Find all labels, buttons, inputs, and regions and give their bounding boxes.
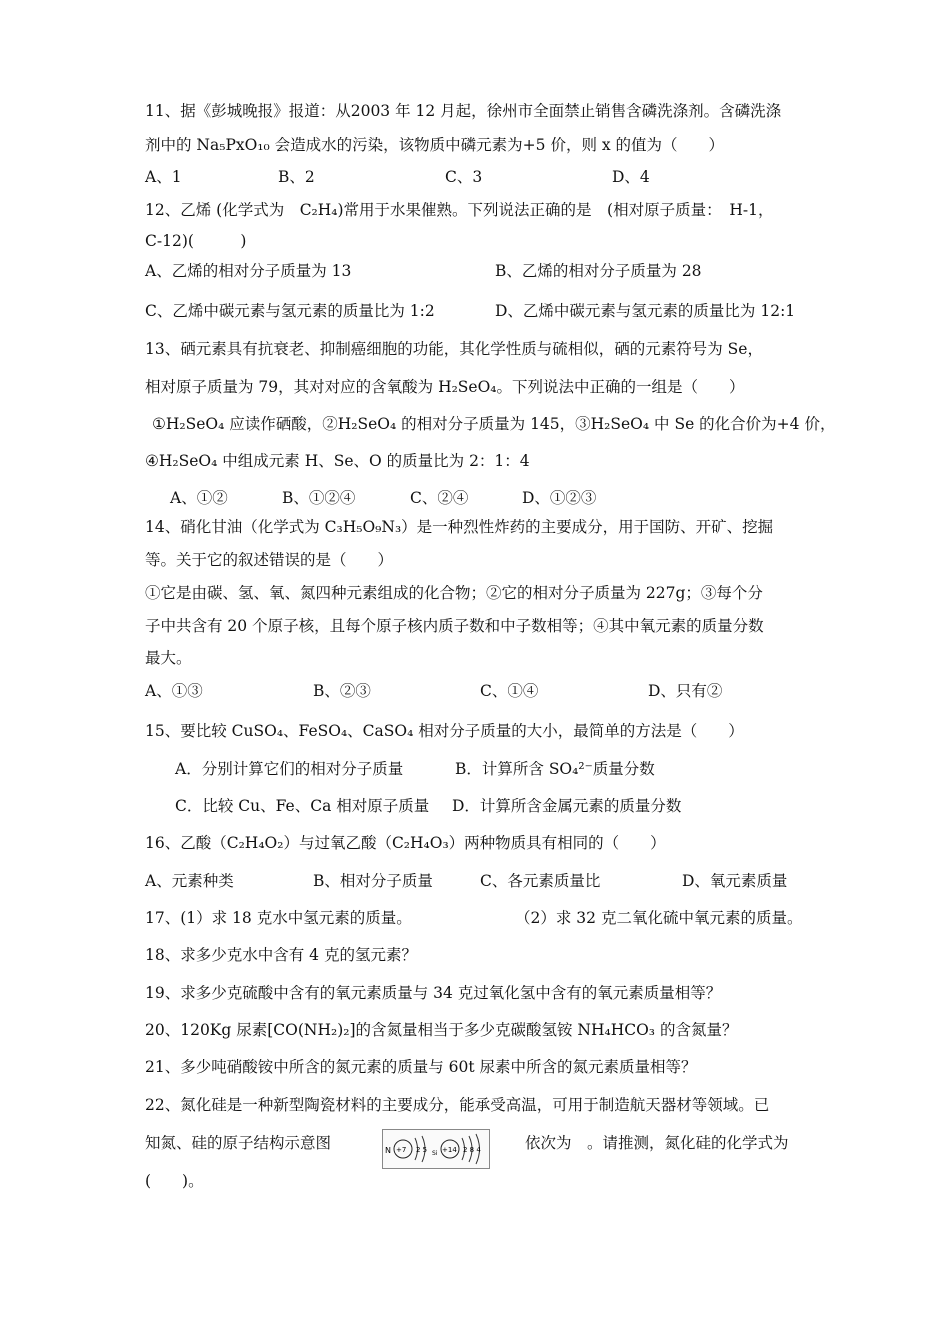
q14-line1: 14、硝化甘油（化学式为 C₃H₅O₉N₃）是一种烈性炸药的主要成分，用于国防、开矿、挖掘: [145, 518, 774, 536]
q13-line4: ④H₂SeO₄ 中组成元素 H、Se、O 的质量比为 2：1：4: [145, 452, 530, 470]
q13-line3: ①H₂SeO₄ 应读作硒酸，②H₂SeO₄ 的相对分子质量为 145，③H₂SeO₄ 中 Se 的化合价为+4 价，: [152, 415, 836, 433]
n-shell-electrons: 2 5: [416, 1146, 428, 1154]
n-nucleus-charge: +7: [396, 1146, 407, 1154]
atom-diagram-svg: [383, 1130, 489, 1168]
q21-line: 21、多少吨硝酸铵中所含的氮元素的质量与 60t 尿素中所含的氮元素质量相等？: [145, 1058, 697, 1076]
si-shell-electrons: 2 8 4: [463, 1146, 481, 1154]
q14-line3: ①它是由碳、氢、氧、氮四种元素组成的化合物；②它的相对分子质量为 227g；③每个分: [145, 584, 763, 602]
q12-option-b: B、乙烯的相对分子质量为 28: [495, 262, 702, 280]
q22-line2a: 知氮、硅的原子结构示意图: [145, 1134, 332, 1152]
q14-line5: 最大。: [145, 649, 192, 667]
q15-option-c: C．比较 Cu、Fe、Ca 相对原子质量: [175, 797, 430, 815]
q18-line: 18、求多少克水中含有 4 克的氢元素？: [145, 946, 417, 964]
q14-option-a: A、①③: [145, 682, 203, 700]
n-label: N: [385, 1146, 391, 1155]
q11-line1: 11、据《彭城晚报》报道：从2003 年 12 月起，徐州市全面禁止销售含磷洗涤剂。含磷洗涤: [145, 102, 782, 120]
q11-line2: 剂中的 Na₅PxO₁₀ 会造成水的污染，该物质中磷元素为+5 价，则 x 的值为（ ）: [145, 136, 725, 154]
q16-line1: 16、乙酸（C₂H₄O₂）与过氧乙酸（C₂H₄O₃）两种物质具有相同的（ ）: [145, 834, 666, 852]
q16-option-a: A、元素种类: [145, 872, 234, 890]
q13-line1: 13、硒元素具有抗衰老、抑制癌细胞的功能，其化学性质与硫相似，硒的元素符号为 Se，: [145, 340, 763, 358]
q20-line: 20、120Kg 尿素[CO(NH₂)₂]的含氮量相当于多少克碳酸氢铵 NH₄HCO₃ 的含氮量？: [145, 1021, 738, 1039]
q11-option-b: B、2: [278, 168, 315, 186]
q15-option-a: A．分别计算它们的相对分子质量: [175, 760, 404, 778]
q14-line4: 子中共含有 20 个原子核，且每个原子核内质子数和中子数相等；④其中氧元素的质量分数: [145, 617, 764, 635]
q16-option-c: C、各元素质量比: [480, 872, 601, 890]
q15-line1: 15、要比较 CuSO₄、FeSO₄、CaSO₄ 相对分子质量的大小，最简单的方法是（ ）: [145, 722, 744, 740]
q11-option-a: A、1: [145, 168, 182, 186]
q14-option-d: D、只有②: [648, 682, 723, 700]
q13-line2: 相对原子质量为 79，其对对应的含氧酸为 H₂SeO₄。下列说法中正确的一组是（ ）: [145, 378, 745, 396]
q17-part2: （2）求 32 克二氧化硫中氧元素的质量。: [515, 909, 803, 927]
q13-option-c: C、②④: [410, 489, 469, 507]
q12-option-a: A、乙烯的相对分子质量为 13: [145, 262, 352, 280]
q12-option-c: C、乙烯中碳元素与氢元素的质量比为 1:2: [145, 302, 435, 320]
q13-option-b: B、①②④: [282, 489, 356, 507]
atomic-structure-diagram: [382, 1129, 490, 1169]
q12-option-d: D、乙烯中碳元素与氢元素的质量比为 12:1: [495, 302, 796, 320]
q11-option-c: C、3: [445, 168, 483, 186]
q12-line2: C-12)( ): [145, 232, 247, 250]
q16-option-d: D、氧元素质量: [682, 872, 788, 890]
q16-option-b: B、相对分子质量: [313, 872, 433, 890]
q14-line2: 等。关于它的叙述错误的是（ ）: [145, 551, 394, 569]
q12-line1: 12、乙烯 (化学式为 C₂H₄)常用于水果催熟。下列说法正确的是 (相对原子质量： H-1，: [145, 201, 774, 219]
si-nucleus-charge: +14: [442, 1146, 457, 1154]
q17-part1: 17、(1）求 18 克水中氢元素的质量。: [145, 909, 412, 927]
q15-option-b: B．计算所含 SO₄²⁻质量分数: [455, 760, 655, 778]
si-label: Si: [432, 1150, 438, 1157]
q13-option-a: A、①②: [170, 489, 228, 507]
q13-option-d: D、①②③: [522, 489, 597, 507]
q22-line3: ( )。: [145, 1172, 204, 1190]
q11-option-d: D、4: [612, 168, 650, 186]
q15-option-d: D．计算所含金属元素的质量分数: [452, 797, 682, 815]
q22-line2b: 依次为 。请推测，氮化硅的化学式为: [525, 1134, 789, 1152]
q14-option-c: C、①④: [480, 682, 539, 700]
q14-option-b: B、②③: [313, 682, 371, 700]
q19-line: 19、求多少克硫酸中含有的氧元素质量与 34 克过氧化氢中含有的氧元素质量相等？: [145, 984, 722, 1002]
q22-line1: 22、氮化硅是一种新型陶瓷材料的主要成分，能承受高温，可用于制造航天器材等领域。已: [145, 1096, 770, 1114]
